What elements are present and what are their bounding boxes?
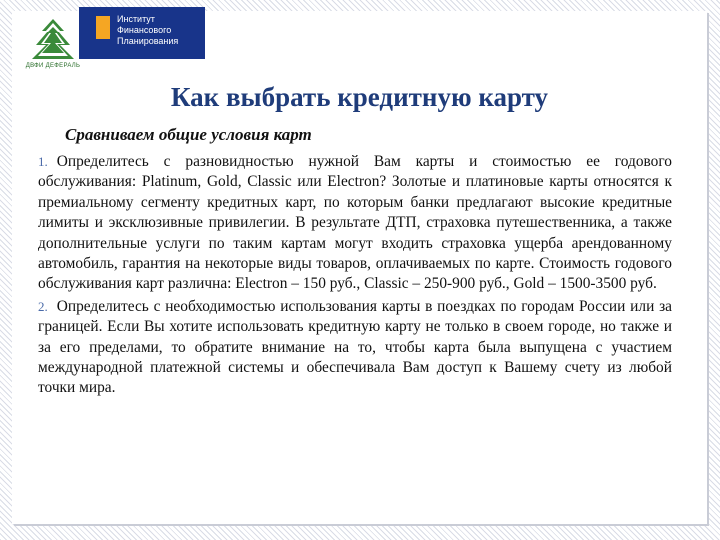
slide-panel xyxy=(12,11,707,524)
logo-line-2: Финансового xyxy=(117,25,172,35)
left-logo xyxy=(20,17,86,77)
tree-icon xyxy=(20,17,86,63)
logo-line-1: Институт xyxy=(117,14,155,24)
numbered-list xyxy=(38,152,672,401)
list-item-text: Определитесь с необходимостью использования карты в поездках по городам России или за границей. Если Вы хотите использовать кредитную карту не только в своем городе, но также и за его пределами, то обратите внимание на то, чтобы карта была выпущена с участием международной платежной системы и обеспечивала Вам доступ к Вашему счету из любой точки мира. xyxy=(38,297,672,397)
list-number: 1. xyxy=(38,154,48,169)
subtitle: Сравниваем общие условия карт xyxy=(65,125,312,144)
list-item xyxy=(38,152,672,295)
page-title: Как выбрать кредитную карту xyxy=(170,82,549,112)
list-item-text: Определитесь с разновидностью нужной Вам карты и стоимостью ее годового обслуживания: Platinum, Gold, Classic или Electron? Золотые и платиновые карты относятся к премиальному сегменту кредитных карт, по которым банки предлагают высокие кредитные лимиты и эксклюзивные привилегии. В результате ДТП, страховка путешественника, а также дополнительные услуги по таким картам могут входить страховка ущерба арендованному автомобиль, гарантия на некоторые виды товаров, оплачиваемых по карте. Стоимость годового обслуживания карт различна: Electron – 150 руб., Classic – 250-900 руб., Gold – 1500-3500 руб. xyxy=(38,153,672,293)
logo-accent-square xyxy=(96,16,110,39)
list-number: 2. xyxy=(38,298,48,314)
list-item xyxy=(38,297,672,399)
institute-logo xyxy=(79,7,205,59)
left-logo-text: ДВФИ ДЕФЕРАЛЬ xyxy=(25,63,81,69)
logo-line-3: Планирования xyxy=(117,36,179,46)
